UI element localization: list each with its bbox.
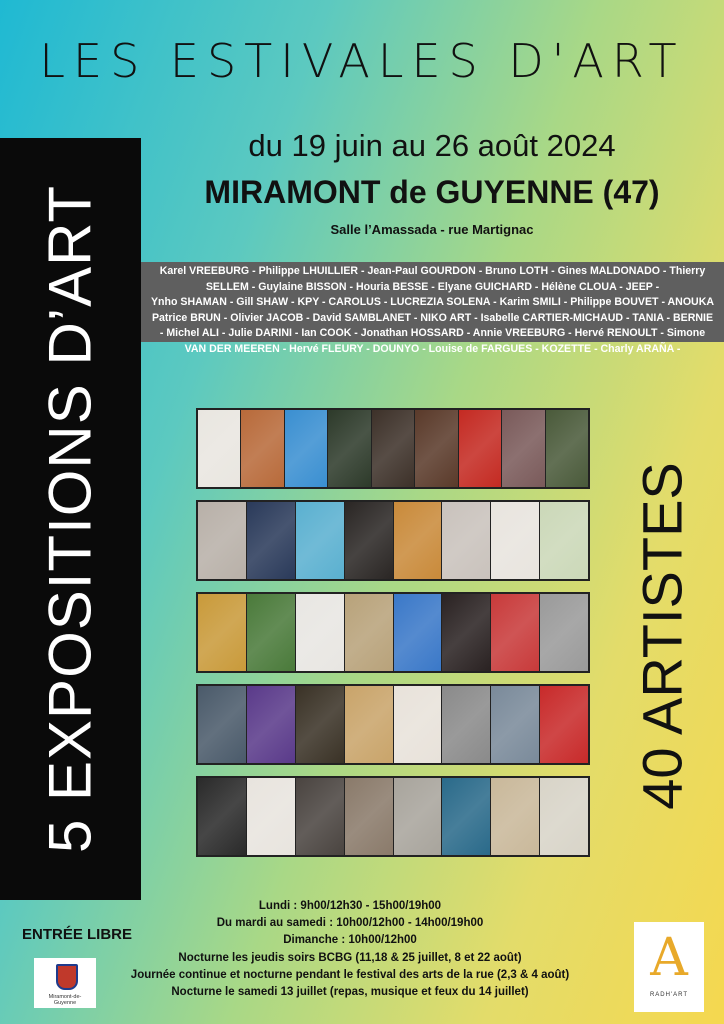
- crest-icon: [56, 964, 78, 990]
- artwork-thumbnail: [394, 502, 442, 579]
- artwork-thumbnail: [345, 778, 393, 855]
- crest-caption: Miramont-de-Guyenne: [48, 994, 82, 1006]
- town-crest-logo: [34, 958, 96, 1008]
- artwork-thumbnail: [442, 594, 490, 671]
- artwork-thumbnail: [198, 502, 246, 579]
- logo-letter-icon: A: [650, 928, 688, 988]
- artwork-thumbnail: [296, 594, 344, 671]
- event-venue: Salle l’Amassada - rue Martignac: [330, 222, 534, 237]
- exhibitions-count: 5 EXPOSITIONS D’ART: [36, 184, 104, 854]
- artwork-row: [196, 592, 590, 673]
- artwork-thumbnail: [345, 502, 393, 579]
- artwork-thumbnail: [491, 686, 539, 763]
- artwork-thumbnail: [546, 410, 588, 487]
- artwork-thumbnail: [442, 686, 490, 763]
- poster-title: LES ESTIVALES D'ART: [39, 34, 685, 88]
- hours-line: Du mardi au samedi : 10h00/12h00 - 14h00/19h00: [216, 917, 484, 930]
- artwork-thumbnail: [285, 410, 327, 487]
- artwork-thumbnail: [415, 410, 457, 487]
- artwork-thumbnail: [198, 594, 246, 671]
- hours-line: Nocturne le samedi 13 juillet (repas, musique et feux du 14 juillet): [171, 986, 529, 999]
- artwork-thumbnail: [345, 686, 393, 763]
- artwork-grid: [196, 408, 590, 857]
- artwork-thumbnail: [296, 778, 344, 855]
- artwork-thumbnail: [491, 594, 539, 671]
- artwork-thumbnail: [491, 778, 539, 855]
- artwork-thumbnail: [328, 410, 370, 487]
- artists-list-line: Patrice BRUN - Olivier JACOB - David SAMBLANET - NIKO ART - Isabelle CARTIER-MICHAUD - TANIA - BERNIE: [151, 311, 714, 324]
- artists-list-line: VAN DER MEEREN - Hervé FLEURY - DOUNYO - Louise de FARGUES - KOZETTE - Charly ARAÑA -: [184, 342, 681, 355]
- artwork-thumbnail: [198, 410, 240, 487]
- radhart-logo: [634, 922, 704, 1012]
- artists-list-line: - Michel ALI - Julie DARINI - Ian COOK - Jonathan HOSSARD - Annie VREEBURG - Hervé RENOULT - Simone: [159, 327, 706, 340]
- hours-line: Nocturne les jeudis soirs BCBG (11,18 & 25 juillet, 8 et 22 août): [178, 951, 522, 964]
- free-entry-label: ENTRÉE LIBRE: [22, 926, 133, 943]
- hours-line: Lundi : 9h00/12h30 - 15h00/19h00: [258, 900, 442, 912]
- artwork-row: [196, 684, 590, 765]
- artwork-thumbnail: [394, 594, 442, 671]
- hours-line: Dimanche : 10h00/12h00: [283, 934, 417, 947]
- artwork-row: [196, 500, 590, 581]
- artwork-thumbnail: [491, 502, 539, 579]
- artwork-thumbnail: [502, 410, 544, 487]
- artwork-thumbnail: [459, 410, 501, 487]
- artists-list-line: Karel VREEBURG - Philippe LHUILLIER - Jean-Paul GOURDON - Bruno LOTH - Gines MALDONADO - Thierry: [159, 265, 706, 277]
- sidebar-black-band: [0, 138, 141, 900]
- artwork-thumbnail: [247, 686, 295, 763]
- artwork-thumbnail: [394, 686, 442, 763]
- artwork-thumbnail: [540, 594, 588, 671]
- artwork-thumbnail: [198, 778, 246, 855]
- artwork-thumbnail: [372, 410, 414, 487]
- artwork-thumbnail: [442, 502, 490, 579]
- artwork-thumbnail: [540, 686, 588, 763]
- hours-line: Journée continue et nocturne pendant le festival des arts de la rue (2,3 & 4 août): [130, 968, 570, 981]
- artwork-thumbnail: [442, 778, 490, 855]
- artwork-thumbnail: [394, 778, 442, 855]
- artists-count: 40 ARTISTES: [630, 462, 694, 810]
- artwork-thumbnail: [296, 502, 344, 579]
- event-town: MIRAMONT de GUYENNE (47): [204, 174, 660, 210]
- artists-list-line: Ynho SHAMAN - Gill SHAW - KPY - CAROLUS - LUCREZIA SOLENA - Karim SMILI - Philippe BOUVET - ANOUKA: [150, 296, 715, 309]
- artists-list-line: SELLEM - Guylaine BISSON - Houria BESSE - Elyane GUICHARD - Hélène CLOUA - JEEP -: [205, 280, 660, 293]
- artwork-thumbnail: [296, 686, 344, 763]
- artwork-thumbnail: [198, 686, 246, 763]
- artwork-thumbnail: [247, 594, 295, 671]
- opening-hours: [110, 898, 590, 1001]
- artwork-thumbnail: [247, 778, 295, 855]
- artwork-row: [196, 776, 590, 857]
- artwork-thumbnail: [345, 594, 393, 671]
- event-dates: du 19 juin au 26 août 2024: [248, 128, 616, 163]
- artwork-thumbnail: [247, 502, 295, 579]
- artwork-thumbnail: [241, 410, 283, 487]
- artwork-row: [196, 408, 590, 489]
- artists-list-box: [141, 262, 724, 355]
- artwork-thumbnail: [540, 778, 588, 855]
- artwork-thumbnail: [540, 502, 588, 579]
- logo-caption: RADH'ART: [649, 992, 689, 998]
